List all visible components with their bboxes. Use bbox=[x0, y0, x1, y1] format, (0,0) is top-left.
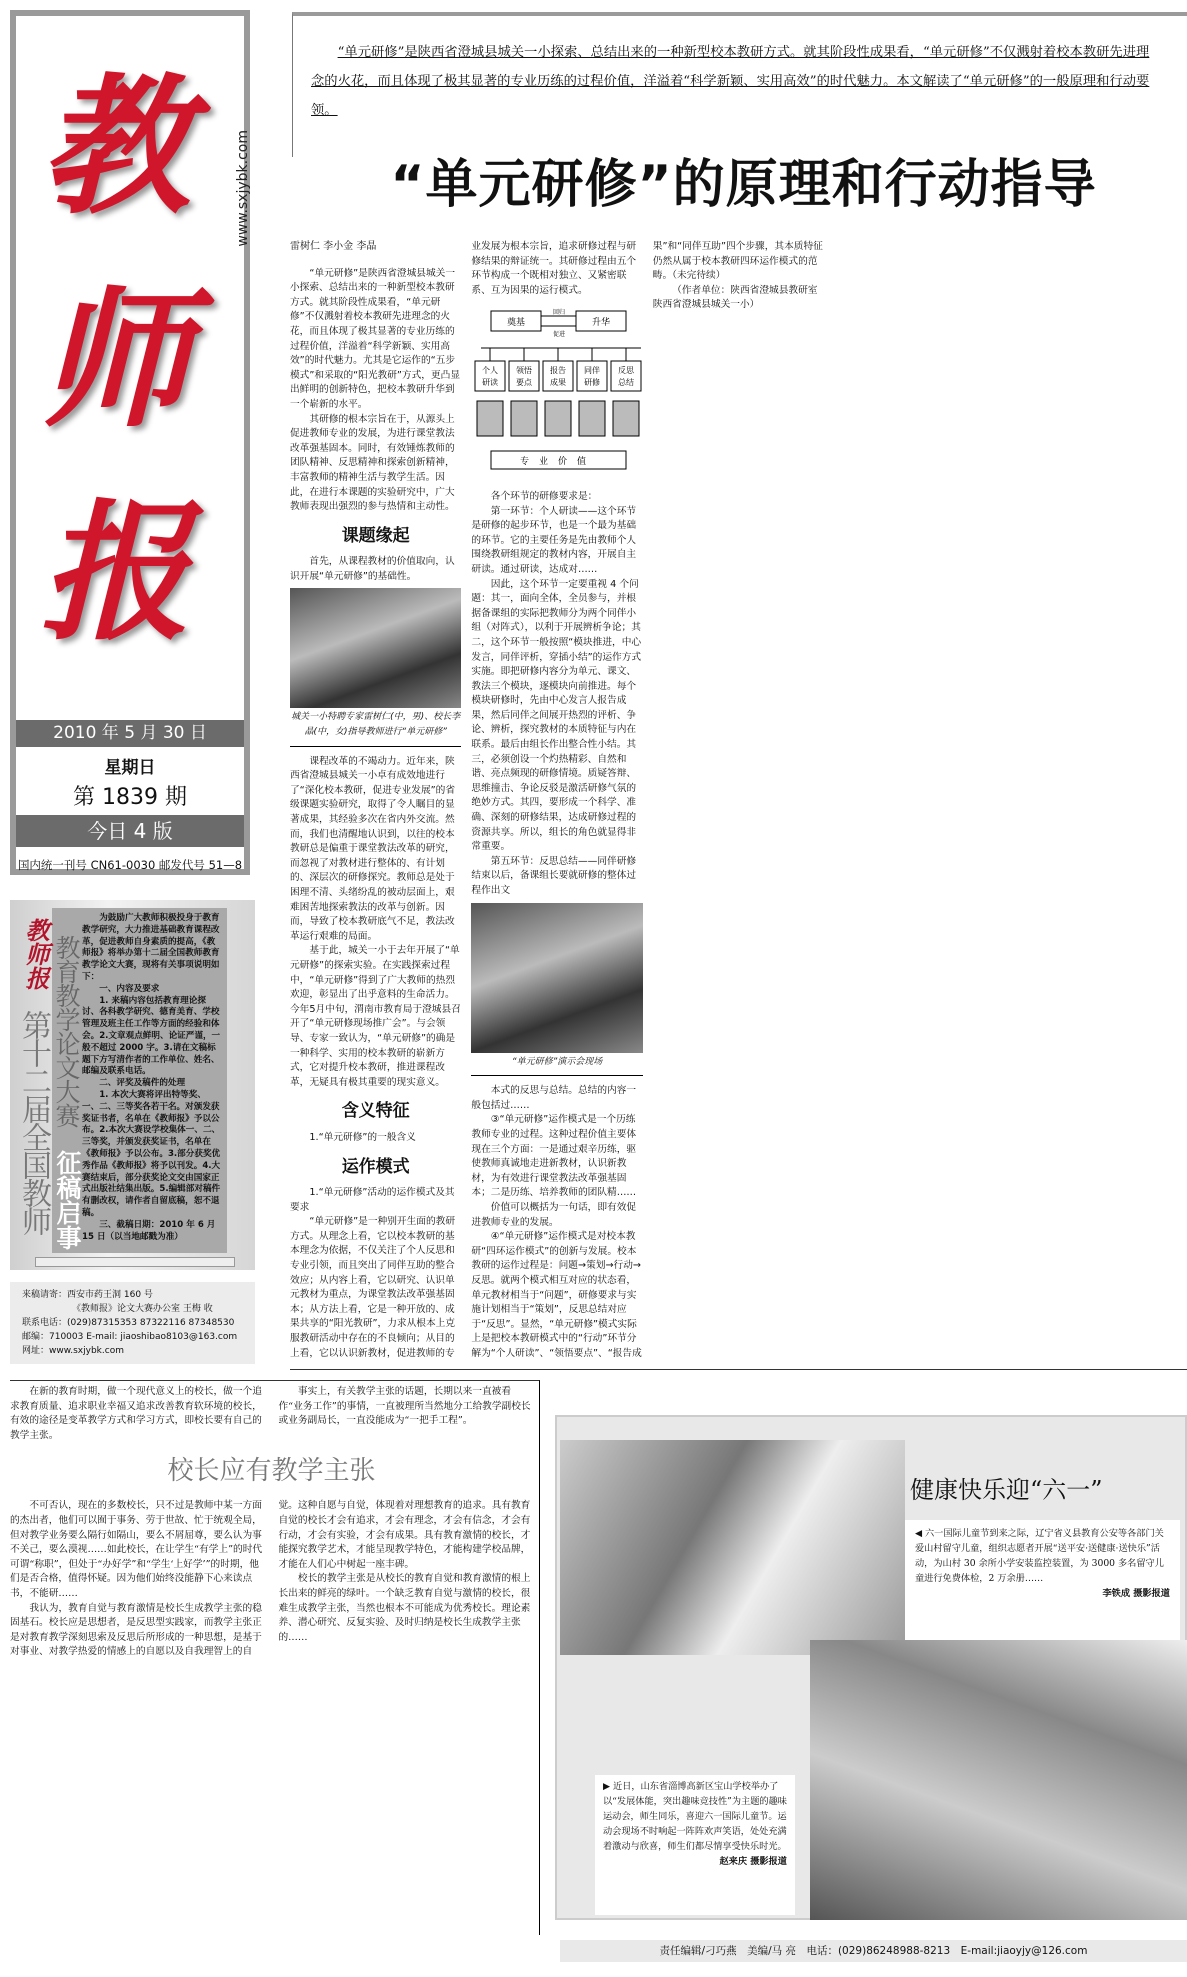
section-heading: 含义特征 bbox=[341, 1101, 410, 1122]
section-heading: 课题缘起 bbox=[341, 525, 410, 546]
box-foundation-label: 奠基 bbox=[507, 318, 526, 329]
paragraph: 事实上，有关教学主张的话题，长期以来一直被看作“业务工作”的事情，一直被理所当然地分工给教学副校长或业务副局长，一直没能成为“一把手工程”。 bbox=[278, 1386, 531, 1427]
step-label: 要点 bbox=[516, 378, 533, 388]
step-label: 总结 bbox=[618, 378, 635, 388]
principal-article bbox=[10, 1380, 540, 1935]
photo-credit: 李铁成 摄影报道 bbox=[1102, 1588, 1170, 1599]
paragraph: 因此，这个环节一定要重视 4 个问题：其一，面向全体，全员参与，并根据备课组的实际把教师分为两个同伴小组（对阵式），以利于开展辨析争论；其二，这个环节一般按照“模块推进，中心发言，同伴评析，穿插小结”的运作方式实施。即把研修内容分为单元、课文、教法三个模块，逐模块向前推进。每个模块研修时，先由中心发言人报告成果，然后同伴之间展开热烈的评析、争论、辨析，探究教材的本质特征与内在联系。最后由组长作出整合性小结。其三，必须创设一个灼热精彩、自然和谐、亮点频现的研修情境。质疑答辩、思维撞击、争论反驳是激活研修气氛的绝妙方式。其四，要形成一个科学、准确、深刻的研修结果，达成研修过程的资源共享。所以，组长的角色就显得非常重要。 bbox=[471, 578, 642, 853]
box-sublimation-label: 升华 bbox=[592, 318, 611, 329]
page-footer: 责任编辑/刁巧燕 美编/马 亮 电话：(029)86248988-8213 E-mail:jiaoyjy@126.com bbox=[560, 1940, 1187, 1962]
step-label: 反思 bbox=[618, 366, 635, 376]
feature-title: 健康快乐迎“六一” bbox=[910, 1476, 1103, 1504]
photo-caption: 城关一小特聘专家雷树仁(中，男)、校长李晶(中，女)指导教师进行“单元研修” bbox=[290, 710, 461, 746]
step-detail-box bbox=[579, 401, 605, 436]
paragraph: 课程改革的不竭动力。近年来，陕西省澄城县城关一小卓有成效地进行了“深化校本教研，促进专业发展”的省级课题实验研究，取得了令人瞩目的显著成果，其经验多次在省内外交流。然而，我们也清醒地认识到，以往的校本教研总是偏重于课堂教法改革的研究，而忽视了对教材进行整体的、有计划的、深层次的研修探究。教师总是处于困理不清、头绪纷乱的被动层面上，艰难困苦地探索教法的改革与创新。因而，导致了校本教研底气不足，教法改革运行艰难的局面。 bbox=[290, 755, 456, 942]
website: 网址：www.sxjybk.com bbox=[22, 1346, 124, 1356]
postcode-email: 邮编：710003 E-mail: jiaoshibao8103@163.com bbox=[22, 1332, 238, 1342]
article-body bbox=[290, 240, 1187, 1370]
ad-heading: 一、内容及要求 bbox=[99, 983, 160, 994]
issue-date: 2010 年 5 月 30 日 bbox=[16, 720, 244, 747]
ad-paragraph: 1. 本次大赛将评出特等奖、一、二、三等奖各若干名。对颁发获奖证书者，名单在《教师报》予以公布。2.本次大赛设学校集体一、二、三等奖，并颁发获奖证书，名单在《教师报》予以公布。3.部分获奖优秀作品《教师报》将予以刊发。4.大赛结束后，部分获奖论文交由国家正式出版社结集出版。5.编辑部对稿件有删改权，请作者自留底稿，恕不退稿。 bbox=[82, 1089, 221, 1218]
paragraph: 第一环节：个人研读——这个环节是研修的起步环节，也是一个最为基础的环节。它的主要任务是先由教师个人围绕教研组规定的教材内容，开展自主研读。通过研读，达成对…… bbox=[471, 505, 637, 575]
step-label: 研读 bbox=[482, 378, 499, 388]
paragraph: ③“单元研修”运作模式是一个历练教师专业的过程。这种过程价值主要体现在三个方面：一是通过艰辛历练，驱使教师真诚地走进新教材，认识新教材，为有效进行课堂教法改革强基固本；二是历练、培养教师的团队精…… bbox=[471, 1114, 637, 1199]
photo-demo bbox=[471, 903, 642, 1053]
author-affiliation: （作者单位：陕西省澄城县教研室 陕西省澄城县城关一小） bbox=[652, 284, 818, 311]
recipient: 《教师报》论文大赛办公室 王梅 收 bbox=[72, 1304, 213, 1314]
phone: 联系电话：(029)87315353 87322116 87348530 bbox=[22, 1318, 235, 1328]
feature-caption-2 bbox=[595, 1775, 795, 1915]
step-detail-box bbox=[613, 401, 639, 436]
ad-heading: 二、评奖及稿件的处理 bbox=[99, 1078, 186, 1089]
step-label: 同伴 bbox=[584, 366, 601, 376]
page-count: 今日 4 版 bbox=[16, 815, 244, 847]
issue-info bbox=[10, 720, 250, 875]
box-value-label: 专业价值 bbox=[520, 457, 597, 468]
step-detail-box bbox=[545, 401, 571, 436]
paragraph: 第五环节：反思总结——同伴研修结束以后，备课组长要就研修的整体过程作出文 bbox=[471, 855, 637, 896]
paragraph: “单元研修”是一种别开生面的教研方式。从理念上看，它以校本教研的基本理念为依据，不仅关注了个人反思和专业引领，而且突出了同伴互助的整合效应；从内容上看，它以研究、认识单元教材为重点，为课堂教法改革强基固本；从方法上看，它是一种开放的、成果共享的“阳光教研”，力求从根本上克服教研活动中存在的不良倾向；从目的上看，它以认识新教材，促进教师的专业发展为根本宗旨，追求研修过程与研修结果的辩证统一。其研修过程由五个环节构成一个既相对独立、又紧密联系、互为因果的运行模式。 bbox=[290, 241, 637, 1359]
paragraph: 其研修的根本宗旨在于，从源头上促进教师专业的发展，为进行课堂教法改革强基固本。同时，有效锤炼教师的团队精神、反思精神和探索创新精神，丰富教师的精神生活与教学生活。因此，在进行本课题的实验研究中，广大教师表现出强烈的参与热情和主动性。 bbox=[290, 413, 455, 513]
ad-paragraph: 三、截稿日期：2010 年 6 月 15 日（以当地邮戳为准） bbox=[82, 1219, 216, 1242]
paragraph: 价值可以概括为一句话，即有效促进教师专业的发展。 bbox=[471, 1201, 637, 1228]
step-detail-box bbox=[477, 401, 503, 436]
arrow-bottom-label: 促进 bbox=[553, 331, 566, 339]
issn: 国内统一刊号 CN61-0030 邮发代号 51—8 bbox=[17, 858, 243, 872]
ad-big-title: 教育教学论文大赛 bbox=[52, 935, 81, 1127]
principal-article-title: 校长应有教学主张 bbox=[167, 1456, 376, 1487]
ad-paragraph: 为鼓励广大教师积极投身于教育教学研究，大力推进基础教育课程改革，促进教师自身素质的提高，《教师报》将举办第十二届全国教师教育教学论文大赛，现将有关事项说明如下： bbox=[82, 913, 220, 982]
address: 来稿请寄：西安市药王洞 160 号 bbox=[22, 1290, 153, 1300]
article-lead bbox=[292, 12, 1187, 157]
contact-box bbox=[10, 1282, 255, 1364]
newspaper-logo: 教 师 报 bbox=[39, 58, 190, 662]
process-diagram bbox=[471, 306, 646, 476]
step-label: 研修 bbox=[584, 378, 601, 388]
photo-credit: 赵来庆 摄影报道 bbox=[719, 1856, 787, 1867]
ad-call: 征稿启事 bbox=[53, 1150, 82, 1250]
feature-caption-1 bbox=[905, 1520, 1180, 1650]
paragraph: 基于此，城关一小于去年开展了“单元研修”的探索实验。在实践探索过程中，“单元研修”得到了广大教师的热烈欢迎，彰显出了出乎意料的生命活力。今年5月中旬，渭南市教育局于澄城县召开了“单元研修现场推广会”。与会领导、专家一致认为，“单元研修”的确是一种科学、实用的校本教研的崭新方式，它对提升校本教研，推进课程改革，无疑具有极其重要的现实意义。 bbox=[290, 945, 461, 1088]
photo-health-check bbox=[560, 1440, 905, 1655]
photo-meeting bbox=[290, 588, 461, 708]
step-label: 成果 bbox=[550, 378, 567, 388]
paragraph: 不可否认，现在的多数校长，只不过是教师中某一方面的杰出者，他们可以囿于事务、劳于世故、忙于统观全局，但对教学业务要么隔行如隔山，要么不屑屈尊，要么认为事不关己，要么漠视……如此校长，在让学生“有学上”的时代可谓“称职”，但处于“办好学”和“学生‘上好学’”的时期，他们是否合格，值得怀疑。因为他们始终没能静下心来读点书，不能研…… bbox=[10, 1500, 263, 1599]
step-label: 领悟 bbox=[516, 366, 533, 376]
arrow-top-label: 回归 bbox=[553, 309, 566, 317]
weekday: 星期日 bbox=[104, 758, 156, 778]
website-url: www.sxjybk.com bbox=[235, 130, 251, 247]
authors: 雷树仁 李小金 李晶 bbox=[290, 241, 377, 252]
step-label: 个人 bbox=[482, 366, 499, 376]
lead-text: “单元研修”是陕西省澄城县城关一小探索、总结出来的一种新型校本教研方式。就其阶段性成果看，“单元研修”不仅溅射着校本教研先进理念的火花，而且体现了极其显著的专业历练的过程价值，洋溢着“科学新颖、实用高效”的时代魅力。本文解读了“单元研修”的一般原理和行动要领。 bbox=[311, 45, 1150, 118]
paragraph: 本式的反思与总结。总结的内容一般包括过…… bbox=[471, 1085, 637, 1111]
paragraph: 校长的教学主张是从校长的教育自觉和教育激情的根上长出来的鲜亮的绿叶。一个缺乏教育自觉与激情的校长，很难生成教学主张，当然也根本不可能成为优秀校长。理论素养、潜心研究、反复实验、及时归纳是校长生成教学主张的…… bbox=[278, 1573, 531, 1643]
step-label: 报告 bbox=[550, 366, 567, 376]
paragraph: 1.“单元研修”活动的运作模式及其要求 bbox=[290, 1187, 455, 1213]
caption-text: ◀ 六一国际儿童节到来之际，辽宁省义县教育公安等各部门关爱山村留守儿童，组织志愿者开展“送平安·送健康·送快乐”活动，为山村 30 余所小学安装监控装置，为 3000 多名留守儿童进行免费体检，2 万余册…… bbox=[915, 1528, 1164, 1584]
issue-number: 第 1839 期 bbox=[73, 785, 187, 810]
paragraph: 首先，从课程教材的价值取向，认识开展“单元研修”的基础性。 bbox=[290, 556, 455, 582]
ad-paragraph: 1. 来稿内容包括教育理论探讨、各科教学研究、德育美育、学校管理及班主任工作等方面的经验和体会。2.文章观点鲜明、论证严谨，一般不超过 2000 字。3.请在文稿标题下方写清作者的工作单位、姓名、邮编及联系电话。 bbox=[82, 995, 221, 1077]
caption-text: ▶ 近日，山东省淄博高新区宝山学校举办了以“发展体能，突出趣味竞技性”为主题的趣味运动会，师生同乐，喜迎六一国际儿童节。运动会现场不时响起一阵阵欢声笑语，处处充满着激动与欣喜，师生们都尽情享受快乐时光。 bbox=[603, 1781, 787, 1852]
scroll-rod bbox=[35, 1257, 235, 1267]
paragraph: ④“单元研修”运作模式是对校本教研“四环运作模式”的创新与发展。校本教研的运作过程是：问题→策划→行动→反思。就两个模式相互对应的状态看，单元教材相当于“问题”，研修要求与实施计划相当于“策划”，反思总结对应于“反思”。显然，“单元研修”模式实际上是把校本教研模式中的“行动”环节分解为“个人研读”、“领悟要点”、“报告成果”和“同伴互助”四个步骤，其本质特征仍然从属于校本教研四环运作模式的范畴。（未完待续） bbox=[471, 241, 823, 1359]
photo-caption: “单元研修”演示会现场 bbox=[471, 1055, 642, 1077]
ad-logo: 教师报 bbox=[21, 918, 50, 990]
paragraph: 各个环节的研修要求是： bbox=[490, 490, 598, 502]
section-heading: 运作模式 bbox=[341, 1156, 410, 1177]
article-title: “单元研修”的原理和行动指导 bbox=[390, 155, 1097, 215]
ad-vertical-title: 第十二届全国教师 bbox=[16, 1010, 51, 1234]
step-detail-box bbox=[511, 401, 537, 436]
paragraph: 在新的教育时期，做一个现代意义上的校长，做一个追求教育质量、追求职业幸福又追求改善教育软环境的校长，有效的途径是变革教学方式和学习方式，即校长要有自己的教学主张。 bbox=[10, 1386, 262, 1441]
paragraph: 我认为，教育自觉与教育激情是校长生成教学主张的稳固基石。校长应是思想者，是反思型实践家，而教学主张正是对教育教学深刻思索及反思后所形成的一种思想，是基于对事业、对教学热爱的情感上的自愿以及自我理智上的自觉。这种自愿与自觉，体现着对理想教育的追求。具有教育自觉的校长才会有追求，才会有理念，才会有信念，才会有行动，才会有实验，才会有成果。具有教育激情的校长，才能探究教学艺术，才能呈现教学特色，才能构建学校品牌，才能在人们心中树起一座丰碑。 bbox=[10, 1500, 531, 1658]
paragraph: “单元研修”是陕西省澄城县城关一小探索、总结出来的一种新型校本教研方式。就其阶段性成果看，“单元研修”不仅溅射着校本教研先进理念的火花，而且体现了极其显著的专业历练的过程价值，洋溢着“科学新颖、实用高效”的时代魅力。尤其是它运作的“五步模式”和采取的“阳光教研”方式，更凸显出鲜明的创新特色，把校本教研升华到一个崭新的水平。 bbox=[290, 267, 461, 410]
ad-text bbox=[82, 913, 222, 1243]
photo-sports-meet bbox=[810, 1640, 1187, 1920]
paragraph: 1.“单元研修”的一般含义 bbox=[309, 1131, 416, 1143]
